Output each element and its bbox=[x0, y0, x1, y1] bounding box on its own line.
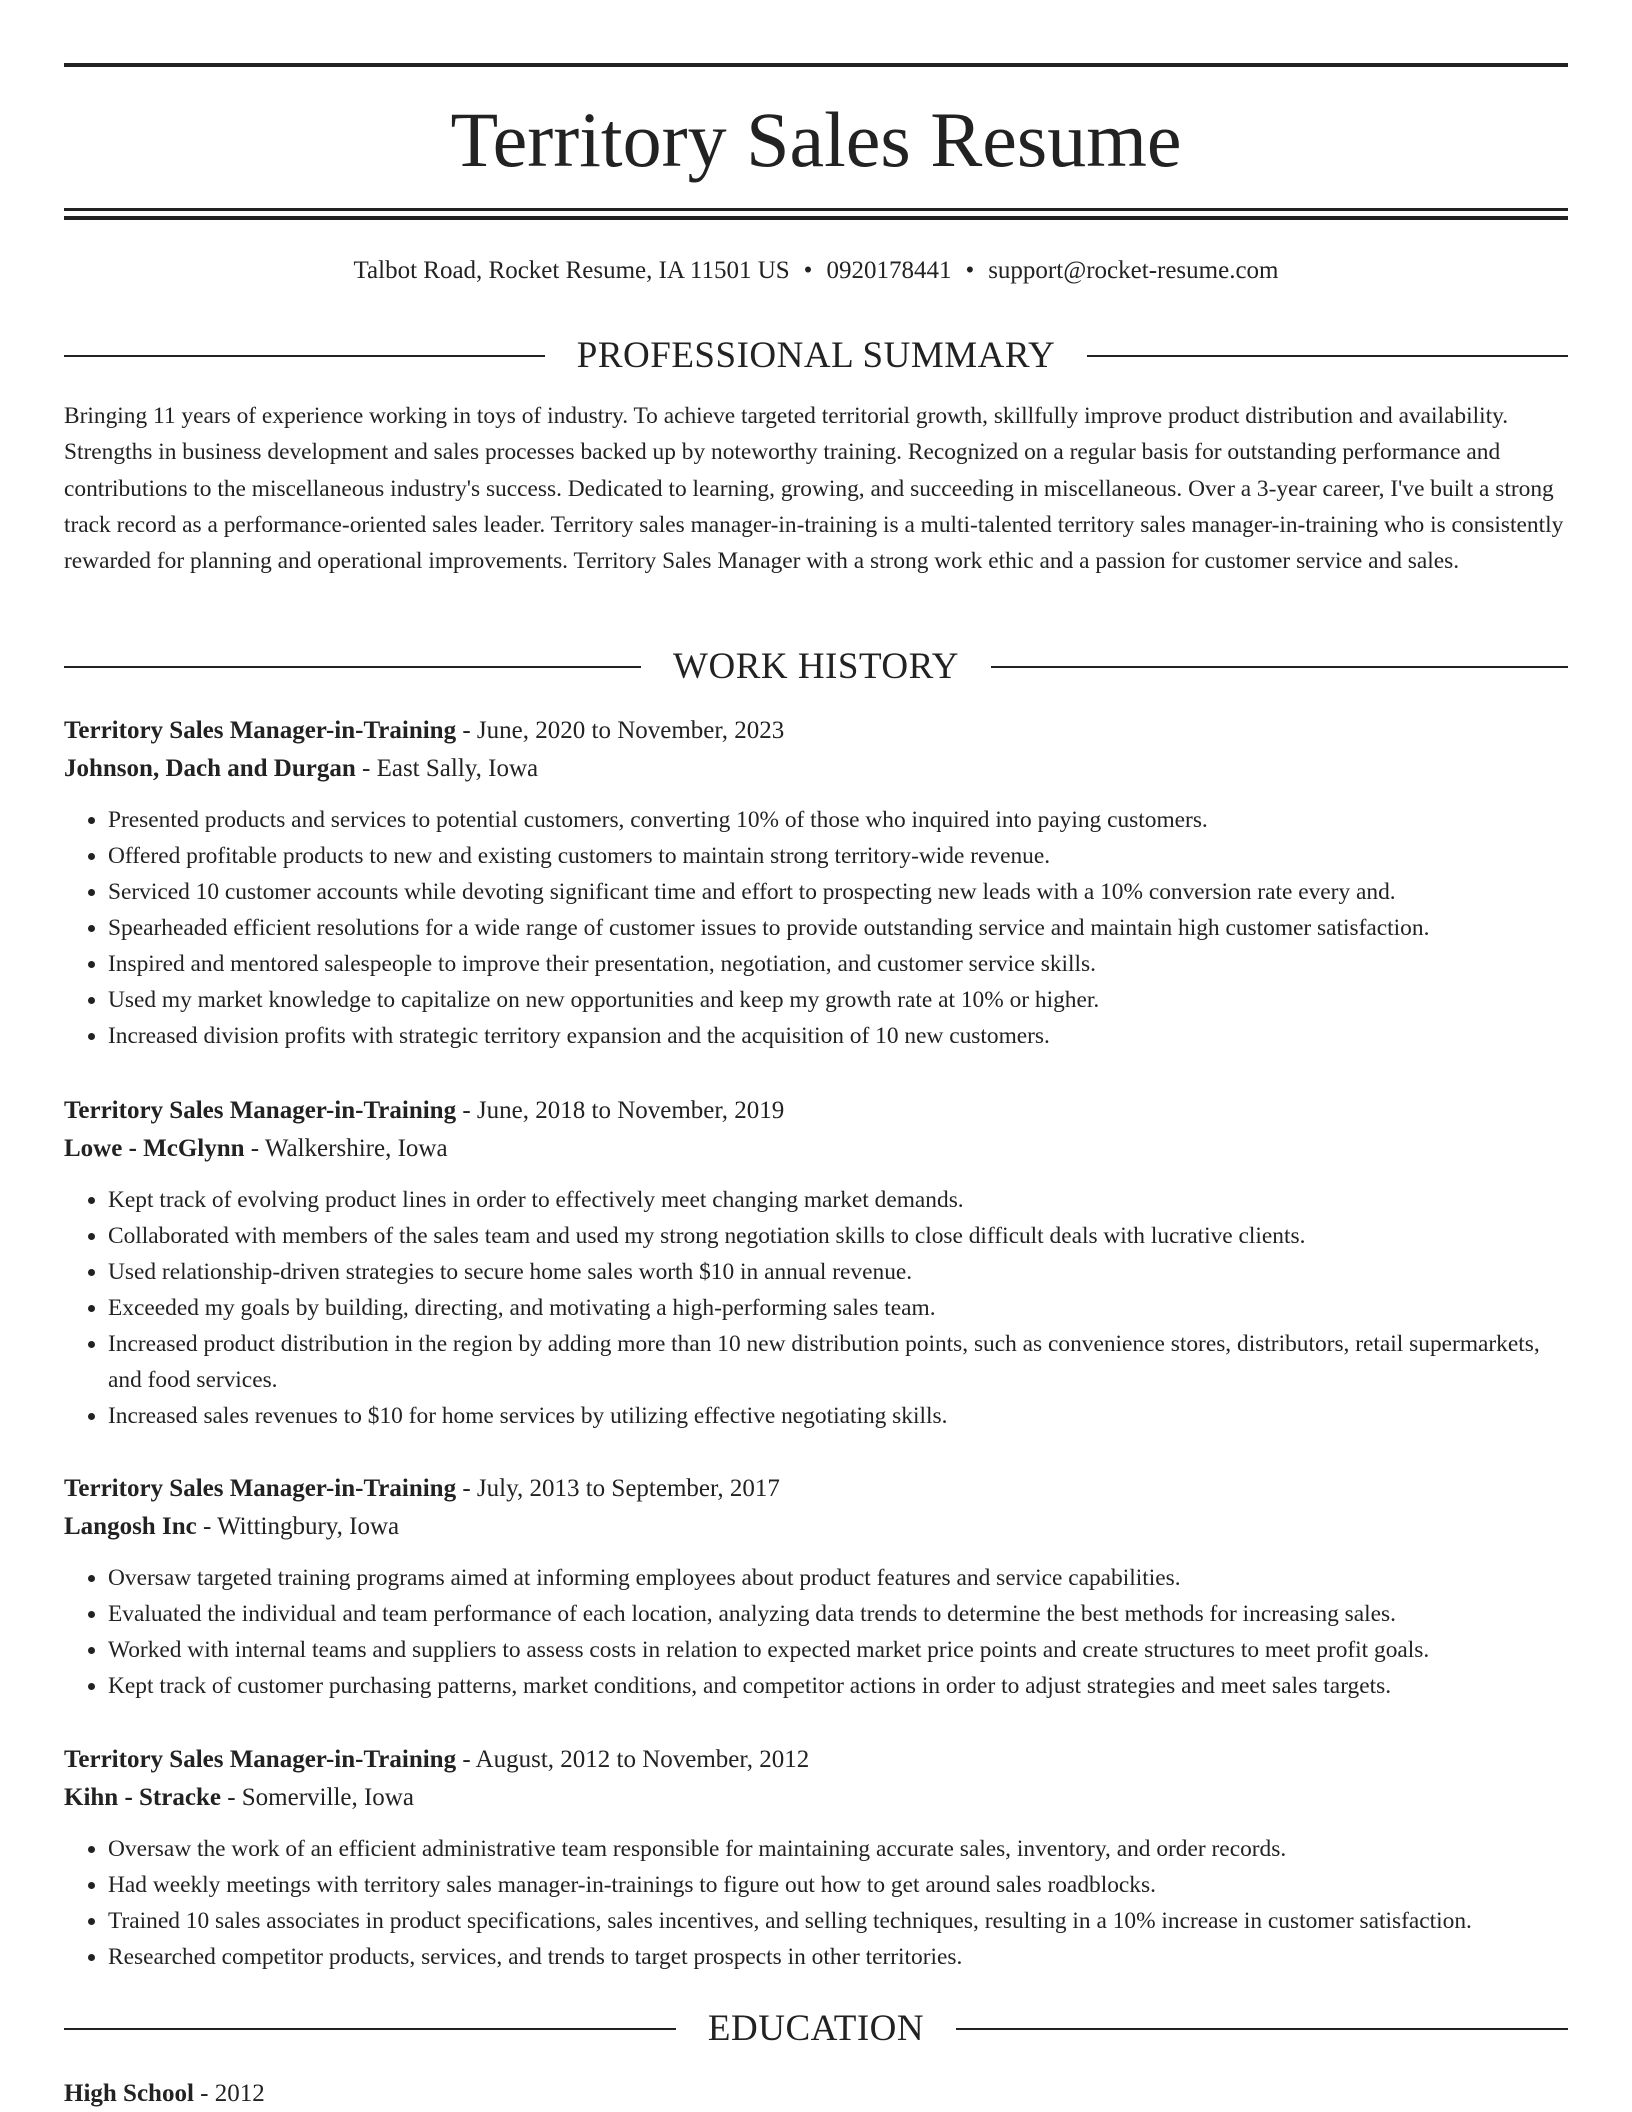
heading-rule-right bbox=[1087, 355, 1568, 357]
heading-rule-right bbox=[956, 2028, 1568, 2030]
education-year: - 2012 bbox=[193, 2080, 265, 2107]
job-entry bbox=[64, 1092, 1568, 1434]
list-item: • Increased product distribution in the region by adding more than 10 new distribution points, such as convenience stores, distributors, retail supermarkets, and food services. bbox=[108, 1326, 1568, 1398]
job-location: - East Sally, Iowa bbox=[355, 755, 539, 782]
list-item: • Worked with internal teams and suppliers to assess costs in relation to expected market price points and create structures to meet profit goals. bbox=[108, 1632, 1568, 1668]
job-company: Johnson, Dach and Durgan bbox=[64, 755, 356, 782]
contact-phone: 0920178441 bbox=[826, 257, 952, 284]
list-item: • Spearheaded efficient resolutions for a wide range of customer issues to provide outstanding service and maintain high customer satisfaction. bbox=[108, 910, 1568, 946]
top-rule bbox=[64, 63, 1568, 67]
contact-separator: • bbox=[965, 257, 975, 284]
job-location: - Walkershire, Iowa bbox=[244, 1135, 448, 1162]
heading-rule-right bbox=[991, 666, 1568, 668]
job-title-line bbox=[64, 1470, 1568, 1508]
summary-heading-label: PROFESSIONAL SUMMARY bbox=[576, 335, 1056, 376]
title-rule-upper bbox=[64, 208, 1568, 211]
job-company-line bbox=[64, 750, 1568, 788]
list-item: • Collaborated with members of the sales team and used my strong negotiation skills to close difficult deals with lucrative clients. bbox=[108, 1218, 1568, 1254]
job-dates: - June, 2018 to November, 2019 bbox=[456, 1097, 785, 1124]
list-item: • Kept track of evolving product lines in order to effectively meet changing market demands. bbox=[108, 1182, 1568, 1218]
job-title: Territory Sales Manager-in-Training bbox=[64, 717, 457, 744]
list-item: • Oversaw targeted training programs aimed at informing employees about product features and service capabilities. bbox=[108, 1560, 1568, 1596]
contact-address: Talbot Road, Rocket Resume, IA 11501 US bbox=[353, 257, 790, 284]
job-company-line bbox=[64, 1130, 1568, 1168]
job-location: - Somerville, Iowa bbox=[220, 1784, 414, 1811]
job-bullets bbox=[64, 1560, 1568, 1704]
job-title-line bbox=[64, 1741, 1568, 1779]
job-bullets bbox=[64, 802, 1568, 1054]
job-dates: - June, 2020 to November, 2023 bbox=[456, 717, 785, 744]
job-title: Territory Sales Manager-in-Training bbox=[64, 1097, 457, 1124]
list-item: • Increased sales revenues to $10 for home services by utilizing effective negotiating skills. bbox=[108, 1398, 1568, 1434]
education-entry bbox=[64, 2076, 1568, 2112]
job-entry bbox=[64, 712, 1568, 1054]
education-heading-label: EDUCATION bbox=[707, 2008, 925, 2049]
list-item: • Used relationship-driven strategies to secure home sales worth $10 in annual revenue. bbox=[108, 1254, 1568, 1290]
list-item: • Oversaw the work of an efficient administrative team responsible for maintaining accurate sales, inventory, and order records. bbox=[108, 1831, 1568, 1867]
list-item: • Trained 10 sales associates in product specifications, sales incentives, and selling techniques, resulting in a 10% increase in customer satisfaction. bbox=[108, 1903, 1568, 1939]
job-title-line bbox=[64, 1092, 1568, 1130]
job-bullets bbox=[64, 1182, 1568, 1434]
job-dates: - August, 2012 to November, 2012 bbox=[456, 1746, 810, 1773]
list-item: • Had weekly meetings with territory sales manager-in-trainings to figure out how to get around sales roadblocks. bbox=[108, 1867, 1568, 1903]
job-company: Langosh Inc bbox=[64, 1513, 197, 1540]
job-title-line bbox=[64, 712, 1568, 750]
summary-text: Bringing 11 years of experience working in toys of industry. To achieve targeted territorial growth, skillfully improve product distribution and availability. Strengths in business development and sales processes backed up by noteworthy training. Recognized on a regular basis for outstanding performance and contributions to the miscellaneous industry's success. Dedicated to learning, growing, and succeeding in miscellaneous. Over a 3-year career, I've built a strong track record as a performance-oriented sales leader. Territory sales manager-in-training is a multi-talented territory sales manager-in-training who is consistently rewarded for planning and operational improvements. Territory Sales Manager with a strong work ethic and a passion for customer service and sales. bbox=[64, 403, 1564, 575]
list-item: • Serviced 10 customer accounts while devoting significant time and effort to prospecting new leads with a 10% conversion rate every and. bbox=[108, 874, 1568, 910]
title-rule-lower bbox=[64, 216, 1568, 220]
heading-rule-left bbox=[64, 355, 545, 357]
contact-email: support@rocket-resume.com bbox=[988, 257, 1279, 284]
education-heading bbox=[64, 2007, 1568, 2051]
education-degree: High School bbox=[64, 2080, 194, 2107]
list-item: • Used my market knowledge to capitalize on new opportunities and keep my growth rate at 10% or higher. bbox=[108, 982, 1568, 1018]
job-entry bbox=[64, 1470, 1568, 1704]
job-entry bbox=[64, 1741, 1568, 1975]
list-item: • Presented products and services to potential customers, converting 10% of those who inquired into paying customers. bbox=[108, 802, 1568, 838]
list-item: • Evaluated the individual and team performance of each location, analyzing data trends to determine the best methods for increasing sales. bbox=[108, 1596, 1568, 1632]
list-item: • Kept track of customer purchasing patterns, market conditions, and competitor actions in order to adjust strategies and meet sales targets. bbox=[108, 1668, 1568, 1704]
job-company: Lowe - McGlynn bbox=[64, 1135, 245, 1162]
job-company-line bbox=[64, 1779, 1568, 1817]
job-bullets bbox=[64, 1831, 1568, 1975]
work-heading-label: WORK HISTORY bbox=[673, 646, 959, 687]
work-heading bbox=[64, 645, 1568, 689]
list-item: • Inspired and mentored salespeople to improve their presentation, negotiation, and customer service skills. bbox=[108, 946, 1568, 982]
job-company-line bbox=[64, 1508, 1568, 1546]
heading-rule-left bbox=[64, 666, 641, 668]
list-item: • Exceeded my goals by building, directing, and motivating a high-performing sales team. bbox=[108, 1290, 1568, 1326]
job-location: - Wittingbury, Iowa bbox=[196, 1513, 400, 1540]
list-item: • Increased division profits with strategic territory expansion and the acquisition of 10 new customers. bbox=[108, 1018, 1568, 1054]
heading-rule-left bbox=[64, 2028, 676, 2030]
job-title: Territory Sales Manager-in-Training bbox=[64, 1475, 457, 1502]
summary-heading bbox=[64, 334, 1568, 378]
job-company: Kihn - Stracke bbox=[64, 1784, 221, 1811]
job-title: Territory Sales Manager-in-Training bbox=[64, 1746, 457, 1773]
list-item: • Offered profitable products to new and existing customers to maintain strong territory-wide revenue. bbox=[108, 838, 1568, 874]
list-item: • Researched competitor products, services, and trends to target prospects in other territories. bbox=[108, 1939, 1568, 1975]
resume-title: Territory Sales Resume bbox=[450, 96, 1182, 183]
job-dates: - July, 2013 to September, 2017 bbox=[456, 1475, 780, 1502]
contact-separator: • bbox=[803, 257, 813, 284]
contact-line bbox=[64, 254, 1568, 288]
